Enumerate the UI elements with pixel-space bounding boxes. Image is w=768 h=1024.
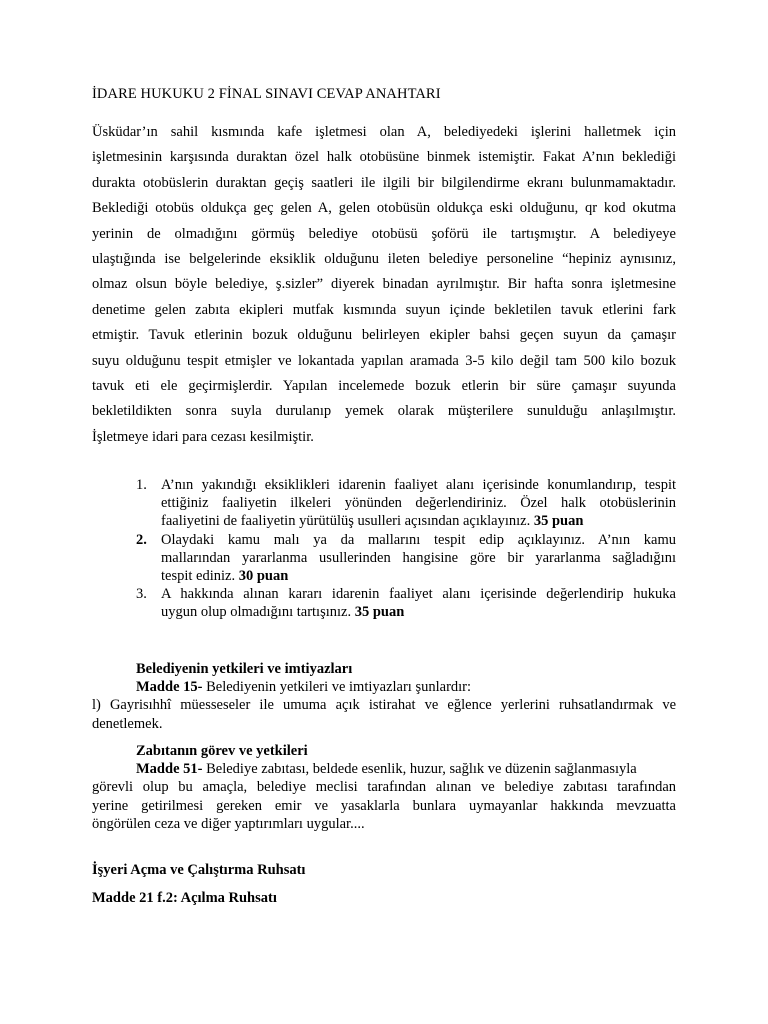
case-line: ulaştığında ise belgelerinde eksiklik olduğunu ileten belediye personeline “hepiniz aynısınız, <box>92 251 676 268</box>
case-line: denetime gelen zabıta ekipleri mutfak kısmında suyun içinde bekletilen tavuk etlerini fark <box>92 301 676 318</box>
article-body-line: l) Gayrisıhhî müesseseler ile umuma açık istirahat ve eğlence yerlerini ruhsatlandırmak ve <box>92 697 676 714</box>
case-line: etmiştir. Tavuk etlerinin bozuk olduğunu belirleyen ekipler bahsi geçen suyun da çamaşır <box>92 327 676 344</box>
case-line: tavuk eti ele geçirmişlerdir. Yapılan incelemede bozuk etlerin bir süre çamaşır suyunda <box>92 378 676 395</box>
article-label: Madde 15- <box>136 679 203 696</box>
question-line: Olaydaki kamu malı ya da mallarını tespit edip açıklayınız. A’nın kamu <box>161 531 676 548</box>
case-line: işletmesinin karşısında duraktan özel halk otobüsüne binmek istemiştir. Fakat A’nın beklediği <box>92 149 676 166</box>
case-line: yerinin de olmadığını görmüş belediye otobüsü şoförü ile tartışmıştır. A belediyeye <box>92 225 676 242</box>
section-heading: Zabıtanın görev ve yetkileri <box>136 743 308 759</box>
article-body-line: görevli olup bu amaçla, belediye meclisi tarafından alınan ve belediye zabıtası tarafından <box>92 779 676 796</box>
question-item-1 <box>136 476 676 531</box>
heading-madde-21: Madde 21 f.2: Açılma Ruhsatı <box>92 890 277 906</box>
article-label: Madde 51- <box>136 761 203 778</box>
case-line: İşletmeye idari para cezası kesilmiştir. <box>92 428 314 445</box>
section-heading: Belediyenin yetkileri ve imtiyazları <box>136 661 353 677</box>
question-text: faaliyetini de faaliyetin yürütülüş usulleri açısından açıklayınız. <box>161 513 531 530</box>
article-body-line: denetlemek. <box>92 715 163 732</box>
question-line <box>161 512 676 530</box>
question-item-3 <box>136 585 676 621</box>
question-item-2 <box>136 531 676 586</box>
case-line: olmaz olsun böyle belediye, ş.sizler” diyerek binadan ayrılmıştır. Bir hafta sonra işletmesine <box>92 276 676 293</box>
question-line <box>161 567 676 585</box>
question-points: 30 puan <box>238 568 289 585</box>
question-number: 2. <box>136 531 147 548</box>
question-text: tespit ediniz. <box>161 568 236 585</box>
article-body-line: yerine getirilmesi gereken emir ve yasaklarla bunlara uymayanlar hakkında mevzuatta <box>92 797 676 814</box>
section-belediye-yetkileri <box>92 660 676 733</box>
question-line <box>161 603 676 621</box>
question-number: 3. <box>136 586 147 603</box>
case-line: bekletildikten sonra suyla durulanıp yemek olarak müşterilere sunulduğu anlaşılmıştır. <box>92 403 676 420</box>
case-line: suyu olduğunu tespit etmişler ve lokantada yapılan aramada 3-5 kilo değil tam 500 kilo bozuk <box>92 352 676 369</box>
article-body-line: öngörülen ceza ve diğer yaptırımları uygular.... <box>92 815 365 832</box>
case-line: Beklediği otobüs oldukça geç gelen A, gelen otobüsün oldukça eski olduğunu, qr kod okutma <box>92 200 676 217</box>
article-text: Belediyenin yetkileri ve imtiyazları şunlardır: <box>202 679 472 696</box>
article-line <box>92 678 676 696</box>
question-line: A hakkında alınan kararı idarenin faaliyet alanı içerisinde değerlendirip hukuka <box>161 586 676 603</box>
heading-isyeri-ruhsati: İşyeri Açma ve Çalıştırma Ruhsatı <box>92 862 306 878</box>
case-line: Üsküdar’ın sahil kısmında kafe işletmesi olan A, belediyedeki işlerini halletmek için <box>92 124 676 140</box>
case-line: durakta otobüslerin duraktan geçiş saatleri ile ilgili bir bilgilendirme ekranı bulunmamaktadır. <box>92 174 676 191</box>
document-title: İDARE HUKUKU 2 FİNAL SINAVI CEVAP ANAHTARI <box>92 86 441 102</box>
question-line: A’nın yakındığı eksiklikleri idarenin faaliyet alanı içerisinde konumlandırıp, tespit <box>161 477 676 493</box>
question-points: 35 puan <box>354 604 405 621</box>
article-text: Belediye zabıtası, beldede esenlik, huzur, sağlık ve düzenin sağlanmasıyla <box>202 761 637 778</box>
section-zabita-gorev <box>92 742 676 833</box>
question-line: ettiğiniz faaliyetin ilkeleri yönünden değerlendiriniz. Özel halk otobüslerinin <box>161 495 676 512</box>
question-line: mallarından yararlanma usullerinden hangisine göre bir yararlanma sağladığını <box>161 549 676 566</box>
article-line <box>92 760 676 778</box>
question-number: 1. <box>136 477 147 493</box>
question-text: uygun olup olmadığını tartışınız. <box>161 604 352 621</box>
question-points: 35 puan <box>533 513 584 530</box>
case-paragraph <box>92 120 676 450</box>
question-list <box>136 476 676 622</box>
